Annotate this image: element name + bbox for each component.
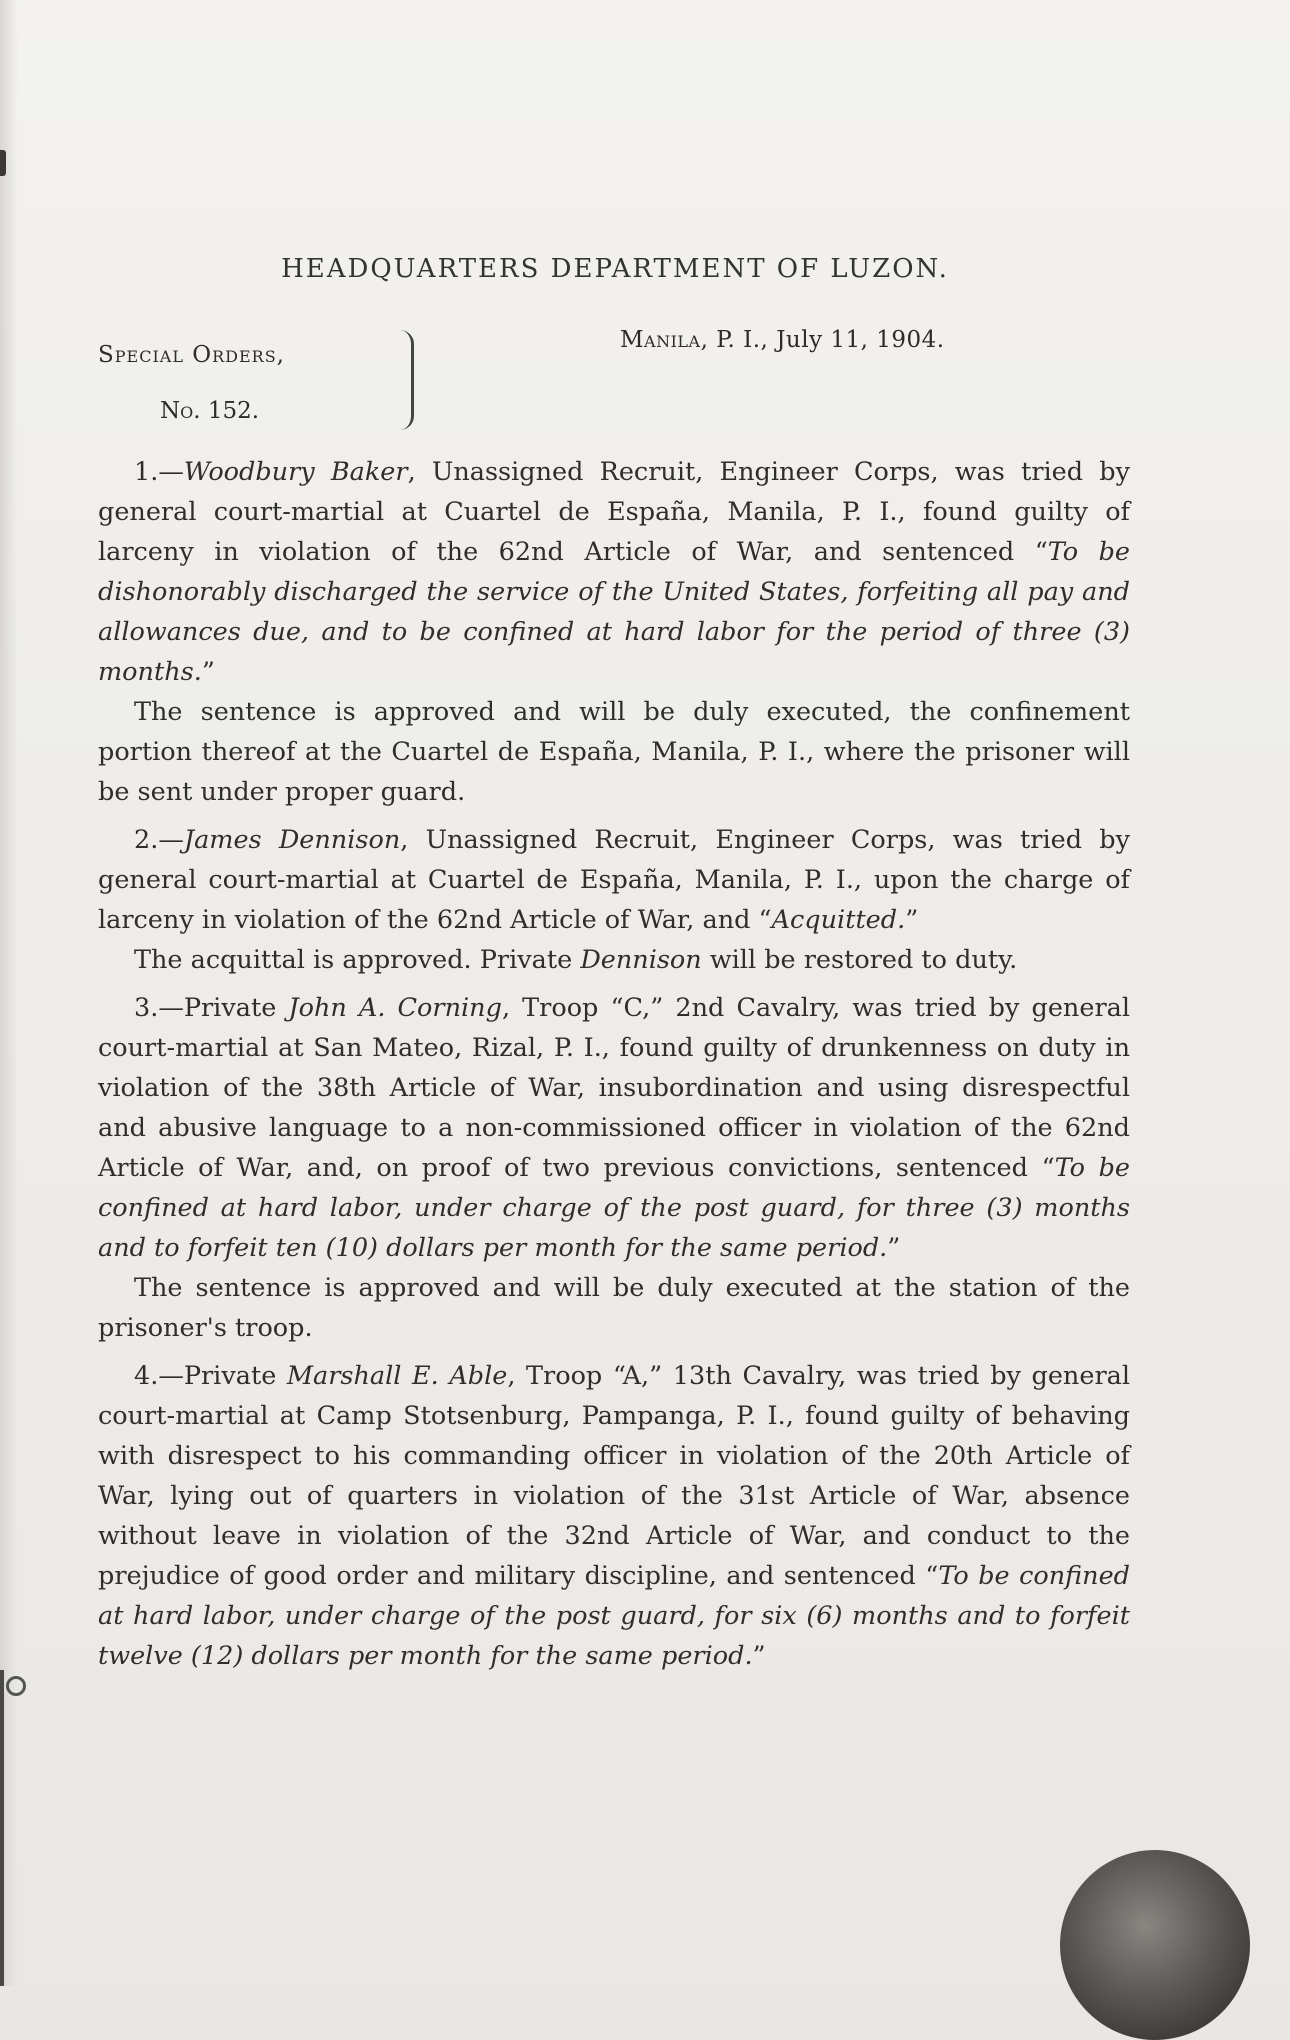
order-followup-2 [98,940,1130,980]
order-text: , Troop “C,” 2nd Cavalry, was tried by general court-martial at San Mateo, Rizal, P. I., found guilty of drunkenness on duty in violation of the 38th Article of War, insubordination and using disrespectful and abusive language to a non-commissioned officer in violation of the 62nd Article of War, and, on proof of two previous convictions, sentenced “ [98,993,1130,1183]
soldier-name: Marshall E. Able [286,1361,508,1391]
orders-body [98,452,1130,1676]
order-text-end: ” [752,1641,766,1671]
soldier-name: Dennison [580,945,702,975]
order-number: 1.— [134,457,184,487]
binding-ring [6,1676,26,1696]
dateline-date: July 11, 1904. [776,327,945,353]
order-number: 4.—Private [134,1361,287,1391]
sentence-text: To be confined at hard labor, under charge of the post guard, for three (3) months and to forfeit ten (10) dollars per month for the same period. [98,1153,1130,1263]
document-heading: HEADQUARTERS DEPARTMENT OF LUZON. [281,254,949,284]
order-text-end: ” [201,657,215,687]
order-followup-3: The sentence is approved and will be duly executed at the station of the prisoner's troop. [98,1273,1130,1343]
sentence-text: To be dishonorably discharged the service of the United States, forfeiting all pay and allowances due, and to be confined at hard labor for the period of three (3) months. [98,537,1130,687]
order-text-end: ” [887,1233,901,1263]
order-paragraph-2 [98,820,1130,940]
soldier-name: James Dennison [183,825,401,855]
dateline-place: Manila, P. I., [620,327,769,353]
soldier-name: Woodbury Baker [183,457,408,487]
order-followup-1: The sentence is approved and will be duly executed, the confinement portion thereof at the Cuartel de España, Manila, P. I., where the prisoner will be sent under proper guard. [98,697,1130,807]
order-paragraph-1 [98,452,1130,692]
order-text: , Unassigned Recruit, Engineer Corps, was tried by general court-martial at Cuartel de España, Manila, P. I., found guilty of larceny in violation of the 62nd Article of War, and sentenced “ [98,457,1130,567]
tack-mark [0,150,6,176]
followup-text-end: will be restored to duty. [701,945,1018,975]
order-text: , Unassigned Recruit, Engineer Corps, was tried by general court-martial at Cuartel de España, Manila, P. I., upon the charge of larceny in violation of the 62nd Article of War, and “ [98,825,1130,935]
orders-number: No. 152. [160,398,260,424]
order-paragraph-3 [98,988,1130,1268]
binder-knob [1060,1850,1250,2040]
sentence-text: Acquitted. [771,905,906,935]
order-number: 2.— [134,825,184,855]
order-text-end: ” [905,905,919,935]
order-paragraph-4 [98,1356,1130,1676]
dateline [620,327,945,353]
orders-label: Special Orders, [98,342,285,368]
binding-edge [0,1670,14,1986]
followup-text: The acquittal is approved. Private [134,945,581,975]
sentence-text: To be confined at hard labor, under charge of the post guard, for six (6) months and to forfeit twelve (12) dollars per month for the same period. [98,1561,1130,1671]
soldier-name: John A. Corning [288,993,502,1023]
order-text: , Troop “A,” 13th Cavalry, was tried by general court-martial at Camp Stotsenburg, Pampanga, P. I., found guilty of behaving with disrespect to his commanding officer in violation of the 20th Article of War, lying out of quarters in violation of the 31st Article of War, absence without leave in violation of the 32nd Article of War, and conduct to the prejudice of good order and military discipline, and sentenced “ [98,1361,1130,1591]
brace [400,330,414,430]
order-number: 3.—Private [134,993,289,1023]
